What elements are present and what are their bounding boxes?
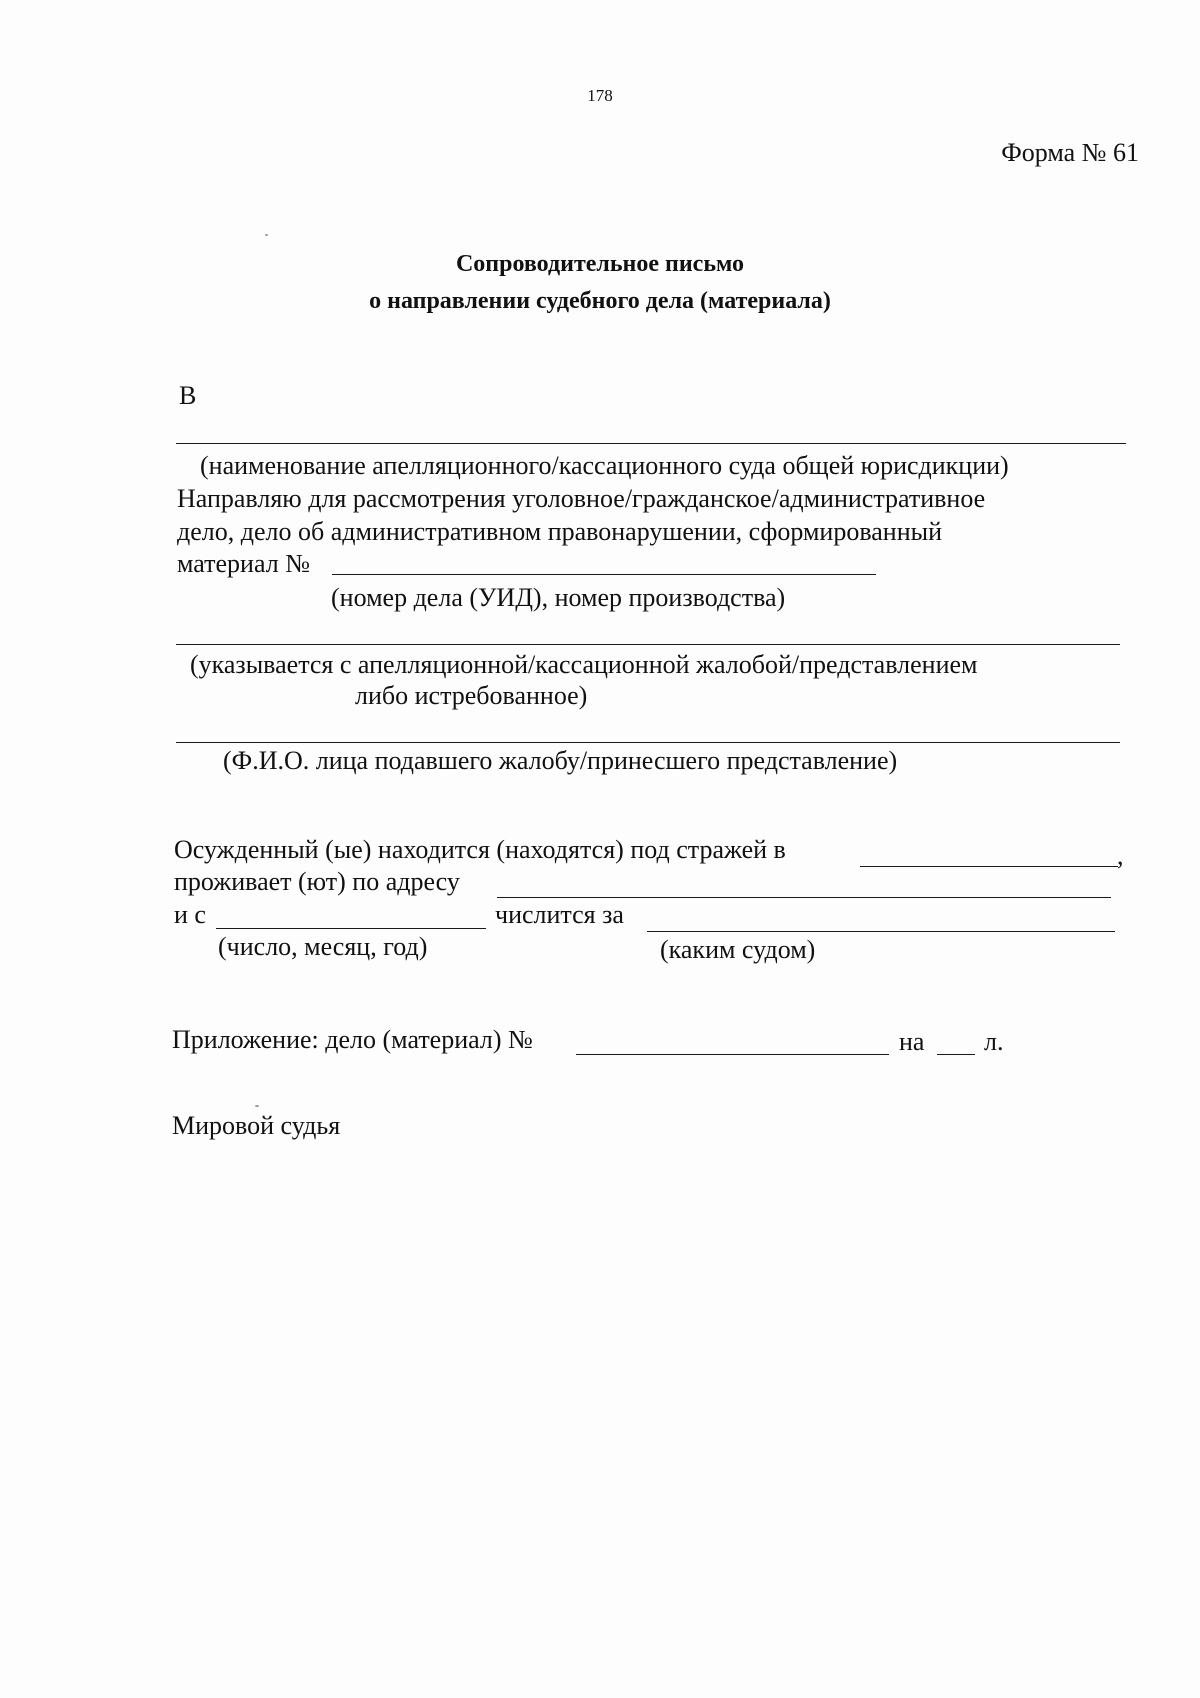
address-blank-line[interactable] bbox=[497, 897, 1111, 898]
since-date-blank-line[interactable] bbox=[216, 928, 486, 929]
addressee-caption: (наименование апелляционного/кассационного суда общей юрисдикции) bbox=[200, 451, 1009, 480]
complaint-blank-line[interactable] bbox=[176, 644, 1120, 645]
attachment-number-blank-line[interactable] bbox=[576, 1054, 889, 1055]
date-caption: (число, месяц, год) bbox=[218, 932, 428, 961]
document-title-line1: Сопроводительное письмо bbox=[455, 251, 745, 277]
scan-speck bbox=[255, 1105, 259, 1107]
document-title-line2: о направлении судебного дела (материала) bbox=[369, 288, 831, 314]
sheets-count-blank-line[interactable] bbox=[937, 1054, 975, 1055]
material-number-blank-line[interactable] bbox=[332, 574, 876, 575]
attachment-label: Приложение: дело (материал) № bbox=[172, 1025, 533, 1054]
custody-comma: , bbox=[1117, 841, 1124, 870]
custody-label: Осужденный (ые) находится (находятся) под стражей в bbox=[174, 835, 786, 864]
addressee-blank-line[interactable] bbox=[176, 443, 1126, 444]
body-paragraph-line1: Направляю для рассмотрения уголовное/гражданское/административное bbox=[177, 484, 986, 513]
material-number-label: материал № bbox=[177, 549, 311, 578]
form-number: Форма № 61 bbox=[1001, 138, 1139, 167]
since-label: и с bbox=[174, 900, 206, 929]
address-label: проживает (ют) по адресу bbox=[174, 867, 460, 896]
listed-under-label: числится за bbox=[495, 900, 624, 929]
signature-label: Мировой судья bbox=[172, 1111, 341, 1140]
case-number-caption: (номер дела (УИД), номер производства) bbox=[331, 583, 786, 612]
custody-place-blank-line[interactable] bbox=[860, 866, 1118, 867]
complaint-caption-line2: либо истребованное) bbox=[355, 681, 588, 710]
page-number: 178 bbox=[587, 86, 613, 105]
attachment-on-label: на bbox=[899, 1027, 925, 1056]
body-paragraph-line2: дело, дело об административном правонарушении, сформированный bbox=[177, 517, 943, 546]
person-name-blank-line[interactable] bbox=[176, 742, 1120, 743]
sheets-label: л. bbox=[984, 1027, 1004, 1056]
scan-speck bbox=[265, 234, 268, 236]
person-name-caption: (Ф.И.О. лица подавшего жалобу/принесшего представление) bbox=[223, 746, 898, 775]
court-blank-line[interactable] bbox=[647, 931, 1115, 932]
addressee-prefix: В bbox=[179, 381, 197, 410]
complaint-caption-line1: (указывается с апелляционной/кассационной жалобой/представлением bbox=[190, 650, 978, 679]
court-caption: (каким судом) bbox=[660, 935, 816, 964]
